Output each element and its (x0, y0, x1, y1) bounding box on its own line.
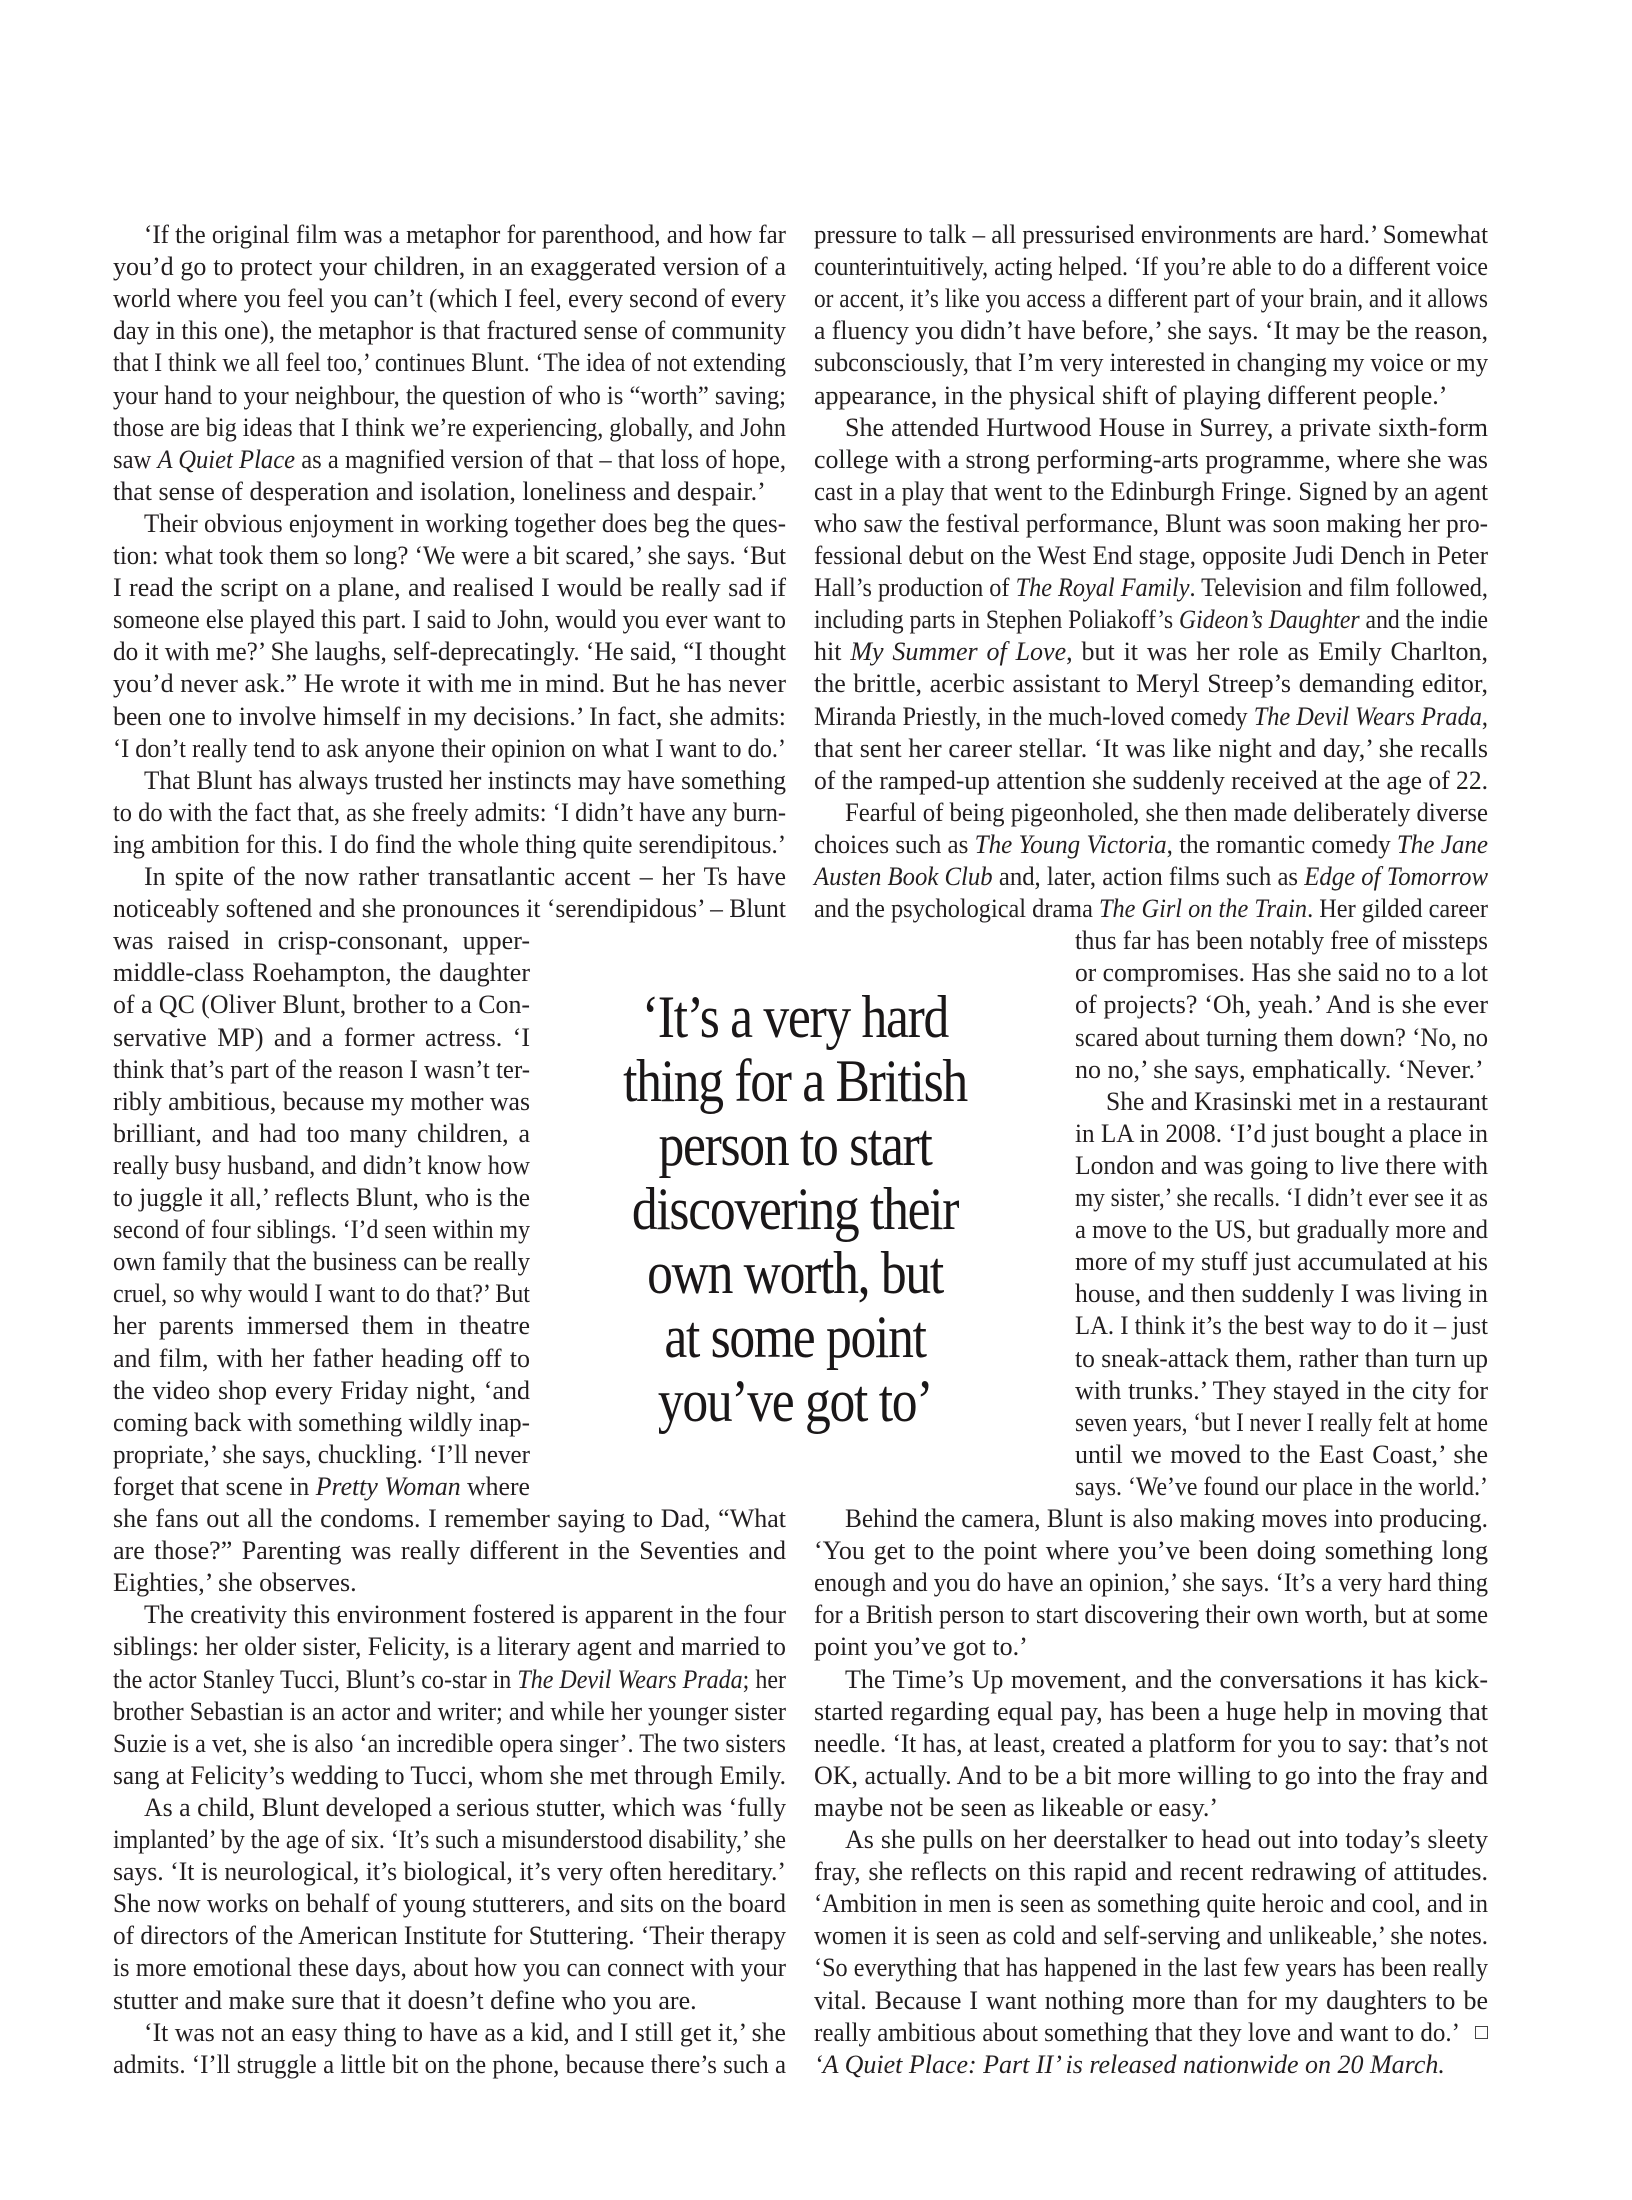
article-line (814, 1856, 1488, 1888)
italic-title: A Quiet Place (157, 444, 296, 474)
text-run: of the ramped-up attention she suddenly received at the age of 22. (814, 765, 1488, 795)
italic-title: The Royal Family (1015, 573, 1190, 603)
text-run: been one to involve himself in my decisions.’ In fact, she admits: (113, 701, 786, 731)
article-line (814, 219, 1488, 251)
text-run: the actor Stanley Tucci, Blunt’s co-star in (113, 1664, 518, 1694)
text-run: someone else played this part. I said to John, would you ever want to (113, 605, 786, 635)
article-line (814, 861, 1488, 893)
text-run: sang at Felicity’s wedding to Tucci, whom she met through Emily. (113, 1760, 786, 1790)
article-line (814, 829, 1488, 861)
text-run: appearance, in the physical shift of playing different people.’ (814, 380, 1448, 410)
text-run: and, later, action films such as (992, 862, 1305, 891)
italic-title: Edge of Tomorrow (1304, 862, 1488, 891)
text-run: as a magnified version of that – that loss of hope, (295, 444, 786, 474)
text-run: that sent her career stellar. ‘It was like night and day,’ she recalls (814, 733, 1488, 763)
text-run: choices such as (814, 829, 975, 859)
text-run: scared about turning them down? ‘No, no (1075, 1022, 1488, 1052)
pull-quote-line: ‘It’s a very hard (641, 984, 949, 1050)
text-run: says. ‘We’ve found our place in the world.’ (1075, 1471, 1488, 1501)
text-run: of projects? ‘Oh, yeah.’ And is she ever (1075, 990, 1488, 1020)
text-run: and the indie (1359, 605, 1488, 635)
text-run: where (460, 1471, 530, 1501)
text-run: stutter and make sure that it doesn’t define who you are. (113, 1985, 697, 2015)
article-line (1075, 1118, 1488, 1150)
article-line (814, 1985, 1488, 2017)
text-run: or compromises. Has she said no to a lot (1075, 958, 1488, 988)
text-run: says. ‘It is neurological, it’s biological, it’s very often hereditary.’ (113, 1857, 786, 1887)
text-run: enough and you do have an opinion,’ she says. ‘It’s a very hard thing (814, 1568, 1488, 1598)
text-run: . Television and film followed, (1189, 573, 1488, 603)
text-run: needle. ‘It has, at least, created a platform for you to say: that’s not (814, 1728, 1488, 1758)
article-line (1075, 1471, 1488, 1503)
article-line (814, 701, 1488, 733)
text-run: that sense of desperation and isolation, loneliness and despair.’ (113, 476, 766, 506)
text-run: Suzie is a vet, she is also ‘an incredible opera singer’. The two sisters (113, 1728, 786, 1758)
text-run: started regarding equal pay, has been a huge help in moving that (814, 1696, 1488, 1726)
pull-quote-line: at some point (664, 1304, 926, 1370)
text-run: , (1481, 701, 1488, 731)
text-run: world where you feel you can’t (which I feel, every second of every (113, 284, 786, 314)
text-run: own family that the business can be really (113, 1247, 530, 1277)
article-line (1075, 1343, 1488, 1375)
article-line-final (814, 2017, 1488, 2049)
text-run: fray, she reflects on this rapid and recent redrawing of attitudes. (814, 1857, 1488, 1887)
article-line (814, 893, 1488, 925)
text-run: ‘So everything that has happened in the last few years has been really (814, 1953, 1488, 1983)
article-line (1075, 1022, 1488, 1054)
text-run: to sneak-attack them, rather than turn up (1075, 1343, 1488, 1373)
article-line (1075, 1439, 1488, 1471)
text-run: ‘Ambition in men is seen as something quite heroic and cool, and in (814, 1889, 1488, 1919)
article-line (814, 1535, 1488, 1567)
pull-quote-line: own worth, but (647, 1240, 943, 1306)
text-run: tion: what took them so long? ‘We were a bit scared,’ she says. ‘But (113, 541, 786, 570)
text-run: more of my stuff just accumulated at his (1075, 1247, 1488, 1277)
text-run: really ambitious about something that they love and want to do.’ (814, 2017, 1460, 2047)
text-run: ‘I don’t really tend to ask anyone their opinion on what I want to do.’ (113, 733, 786, 763)
article-line (814, 1760, 1488, 1792)
article-line (814, 251, 1488, 283)
text-run: hit (814, 637, 851, 667)
text-run: propriate,’ she says, chuckling. ‘I’ll never (113, 1439, 530, 1469)
article-line (1106, 1086, 1488, 1118)
article-line (845, 1503, 1488, 1535)
text-run: , the romantic comedy (1166, 829, 1397, 859)
text-run: her parents immersed them in theatre (113, 1311, 530, 1341)
text-run: and film, with her father heading off to (113, 1343, 530, 1373)
text-run: my sister,’ she recalls. ‘I didn’t ever see it as (1075, 1183, 1488, 1212)
text-run: are those?” Parenting was really different in the Seventies and (113, 1536, 786, 1566)
text-run: ribly ambitious, because my mother was (113, 1086, 530, 1116)
text-run: do it with me?’ She laughs, self-deprecatingly. ‘He said, “I thought (113, 637, 786, 667)
text-run: think that’s part of the reason I wasn’t ter- (113, 1054, 530, 1084)
text-run: a move to the US, but gradually more and (1075, 1215, 1488, 1245)
text-run: forget that scene in (113, 1471, 316, 1501)
text-run: day in this one), the metaphor is that fractured sense of community (113, 316, 786, 346)
article-line (1075, 989, 1488, 1021)
text-run: ‘You get to the point where you’ve been doing something long (814, 1536, 1488, 1566)
text-run: That Blunt has always trusted her instincts may have something (144, 765, 786, 795)
article-line (814, 1631, 1488, 1663)
text-run: the brittle, acerbic assistant to Meryl Streep’s demanding editor, (814, 669, 1488, 699)
text-run: The Time’s Up movement, and the conversations it has kick- (845, 1664, 1488, 1694)
text-run: London and was going to live there with (1075, 1150, 1488, 1180)
article-line (1075, 925, 1488, 957)
text-run: Miranda Priestly, in the much-loved comedy (814, 701, 1254, 731)
article-line (814, 1792, 1488, 1824)
article-line (814, 380, 1488, 412)
italic-title: The Devil Wears Prada (1253, 701, 1482, 731)
article-line (814, 508, 1488, 540)
text-run: Their obvious enjoyment in working together does beg the ques- (144, 508, 786, 538)
text-run: was raised in crisp-consonant, upper- (113, 926, 530, 956)
article-line (845, 412, 1488, 444)
article-line (814, 636, 1488, 668)
article-line (1075, 1278, 1488, 1310)
text-run: brother Sebastian is an actor and writer; and while her younger sister (113, 1696, 786, 1726)
text-run: Eighties,’ she observes. (113, 1568, 357, 1598)
text-run: The creativity this environment fostered is apparent in the four (144, 1600, 786, 1630)
pull-quote (495, 985, 1095, 1433)
text-run: to juggle it all,’ reflects Blunt, who is the (113, 1183, 530, 1212)
text-run: for a British person to start discovering their own worth, but at some (814, 1600, 1488, 1630)
italic-title: My Summer of Love (850, 637, 1067, 667)
text-run: with trunks.’ They stayed in the city for (1075, 1375, 1488, 1405)
italic-title: The Girl on the Train (1098, 894, 1308, 924)
text-run: is more emotional these days, about how you can connect with your (113, 1953, 786, 1983)
article-line (814, 765, 1488, 797)
text-run: coming back with something wildly inap- (113, 1407, 530, 1437)
text-run: She now works on behalf of young stutterers, and sits on the board (113, 1889, 786, 1919)
text-run: that I think we all feel too,’ continues Blunt. ‘The idea of not extending (113, 348, 786, 378)
text-run: really busy husband, and didn’t know how (113, 1150, 530, 1180)
text-run: those are big ideas that I think we’re experiencing, globally, and John (113, 412, 786, 442)
text-run: and the psychological drama (814, 894, 1099, 924)
text-run: In spite of the now rather transatlantic accent – her Ts have (144, 862, 786, 891)
text-run: second of four siblings. ‘I’d seen within my (113, 1215, 530, 1245)
text-run: or accent, it’s like you access a different part of your brain, and it allows (814, 284, 1488, 314)
article-line (814, 540, 1488, 572)
text-run: noticeably softened and she pronounces it ‘serendipidous’ – Blunt (113, 894, 786, 924)
text-run: your hand to your neighbour, the question of who is “worth” saving; (113, 380, 786, 410)
text-run: cast in a play that went to the Edinburgh Fringe. Signed by an agent (814, 476, 1488, 506)
article-line (845, 1664, 1488, 1696)
italic-title: Austen Book Club (814, 862, 993, 891)
article-line (1075, 1150, 1488, 1182)
text-run: in LA in 2008. ‘I’d just bought a place in (1075, 1118, 1488, 1148)
text-run: subconsciously, that I’m very interested in changing my voice or my (814, 348, 1488, 378)
text-run: to do with the fact that, as she freely admits: ‘I didn’t have any burn- (113, 797, 786, 827)
article-line (1075, 1375, 1488, 1407)
text-run: ‘It was not an easy thing to have as a kid, and I still get it,’ she (144, 2017, 786, 2047)
end-of-article-square-icon (1475, 2026, 1488, 2039)
article-line (1075, 1407, 1488, 1439)
article-line (1075, 1182, 1488, 1214)
article-line (1075, 1246, 1488, 1278)
article-line (814, 733, 1488, 765)
text-run: until we moved to the East Coast,’ she (1075, 1439, 1488, 1469)
text-run: the video shop every Friday night, ‘and (113, 1375, 530, 1405)
text-run: you’d never ask.” He wrote it with me in mind. But he has never (113, 669, 786, 699)
italic-title: ‘A Quiet Place: Part II’ is released nationwide on 20 March. (814, 2049, 1445, 2079)
article-line (1075, 1214, 1488, 1246)
italic-title: The Devil Wears Prada (517, 1664, 743, 1694)
text-run: LA. I think it’s the best way to do it – just (1075, 1311, 1488, 1341)
text-run: no no,’ she says, emphatically. ‘Never.’ (1075, 1054, 1484, 1084)
article-line (845, 797, 1488, 829)
article-line (814, 1567, 1488, 1599)
text-run: seven years, ‘but I never I really felt at home (1075, 1407, 1488, 1437)
pull-quote-line: person to start (658, 1112, 932, 1178)
text-run: point you’ve got to.’ (814, 1632, 1028, 1662)
text-run: OK, actually. And to be a bit more willing to go into the fray and (814, 1760, 1488, 1790)
article-line (814, 347, 1488, 379)
text-run: you’d go to protect your children, in an exaggerated version of a (113, 252, 786, 282)
text-run: vital. Because I want nothing more than for my daughters to be (814, 1985, 1488, 2015)
text-run: Hall’s production of (814, 573, 1016, 603)
article-line (814, 1599, 1488, 1631)
text-run: As a child, Blunt developed a serious stutter, which was ‘fully (144, 1792, 786, 1822)
pull-quote-line: discovering their (631, 1176, 959, 1242)
article-line (845, 1824, 1488, 1856)
article-line (814, 283, 1488, 315)
italic-title: The Young Victoria (974, 829, 1167, 859)
article-line (814, 1920, 1488, 1952)
text-run: Behind the camera, Blunt is also making moves into producing. (845, 1504, 1488, 1533)
text-run: admits. ‘I’ll struggle a little bit on the phone, because there’s such a (113, 2049, 786, 2079)
text-run: a fluency you didn’t have before,’ she says. ‘It may be the reason, (814, 316, 1488, 346)
article-line (1075, 957, 1488, 989)
article-line (814, 476, 1488, 508)
article-line (814, 1952, 1488, 1984)
article-line (814, 668, 1488, 700)
text-run: counterintuitively, acting helped. ‘If you’re able to do a different voice (814, 252, 1488, 282)
text-run: house, and then suddenly I was living in (1075, 1279, 1488, 1309)
article-line (1075, 1310, 1488, 1342)
text-run: maybe not be seen as likeable or easy.’ (814, 1792, 1219, 1822)
text-run: servative MP) and a former actress. ‘I (113, 1022, 530, 1052)
text-run: , but it was her role as Emily Charlton, (1066, 637, 1488, 667)
article-line (814, 572, 1488, 604)
text-run: She attended Hurtwood House in Surrey, a private sixth-form (845, 412, 1488, 442)
text-run: brilliant, and had too many children, a (113, 1118, 530, 1148)
article-line (1075, 1054, 1488, 1086)
text-run: implanted’ by the age of six. ‘It’s such a misunderstood disability,’ she (113, 1825, 786, 1854)
text-run: cruel, so why would I want to do that?’ But (113, 1279, 530, 1309)
text-run: . Her gilded career (1307, 894, 1488, 924)
text-run: middle-class Roehampton, the daughter (113, 958, 530, 988)
text-run: thus far has been notably free of missteps (1075, 926, 1488, 956)
article-line (814, 1888, 1488, 1920)
text-run: ‘If the original film was a metaphor for parenthood, and how far (144, 220, 786, 249)
text-run: ing ambition for this. I do find the whole thing quite serendipitous.’ (113, 829, 786, 859)
text-run: including parts in Stephen Poliakoff’s (814, 605, 1179, 635)
text-run: I read the script on a plane, and realised I would be really sad if (113, 573, 786, 603)
italic-title: Gideon’s Daughter (1178, 605, 1360, 635)
article-line (814, 2049, 1488, 2081)
text-run: pressure to talk – all pressurised environments are hard.’ Somewhat (814, 220, 1488, 249)
text-run: saw (113, 444, 158, 474)
text-run: She and Krasinski met in a restaurant (1106, 1086, 1488, 1116)
text-run: ; her (742, 1664, 786, 1694)
article-line (814, 315, 1488, 347)
text-run: of directors of the American Institute for Stuttering. ‘Their therapy (113, 1921, 786, 1951)
text-run: Fearful of being pigeonholed, she then made deliberately diverse (845, 797, 1488, 827)
text-run: siblings: her older sister, Felicity, is a literary agent and married to (113, 1632, 786, 1662)
article-line (814, 444, 1488, 476)
pull-quote-line: thing for a British (623, 1048, 967, 1114)
text-run: who saw the festival performance, Blunt was soon making her pro- (814, 508, 1488, 538)
article-line (814, 1728, 1488, 1760)
text-run: As she pulls on her deerstalker to head out into today’s sleety (845, 1825, 1488, 1854)
pull-quote-line: you’ve got to’ (657, 1368, 933, 1434)
text-run: college with a strong performing-arts programme, where she was (814, 444, 1488, 474)
italic-title: The Jane (1396, 829, 1488, 859)
italic-title: Pretty Woman (315, 1471, 461, 1501)
text-run: she fans out all the condoms. I remember saying to Dad, “What (113, 1504, 786, 1533)
text-run: of a QC (Oliver Blunt, brother to a Con- (113, 990, 530, 1020)
article-line (814, 1696, 1488, 1728)
text-run: women it is seen as cold and self-serving and unlikeable,’ she notes. (814, 1921, 1488, 1951)
article-line (814, 604, 1488, 636)
text-run: fessional debut on the West End stage, opposite Judi Dench in Peter (814, 541, 1488, 570)
